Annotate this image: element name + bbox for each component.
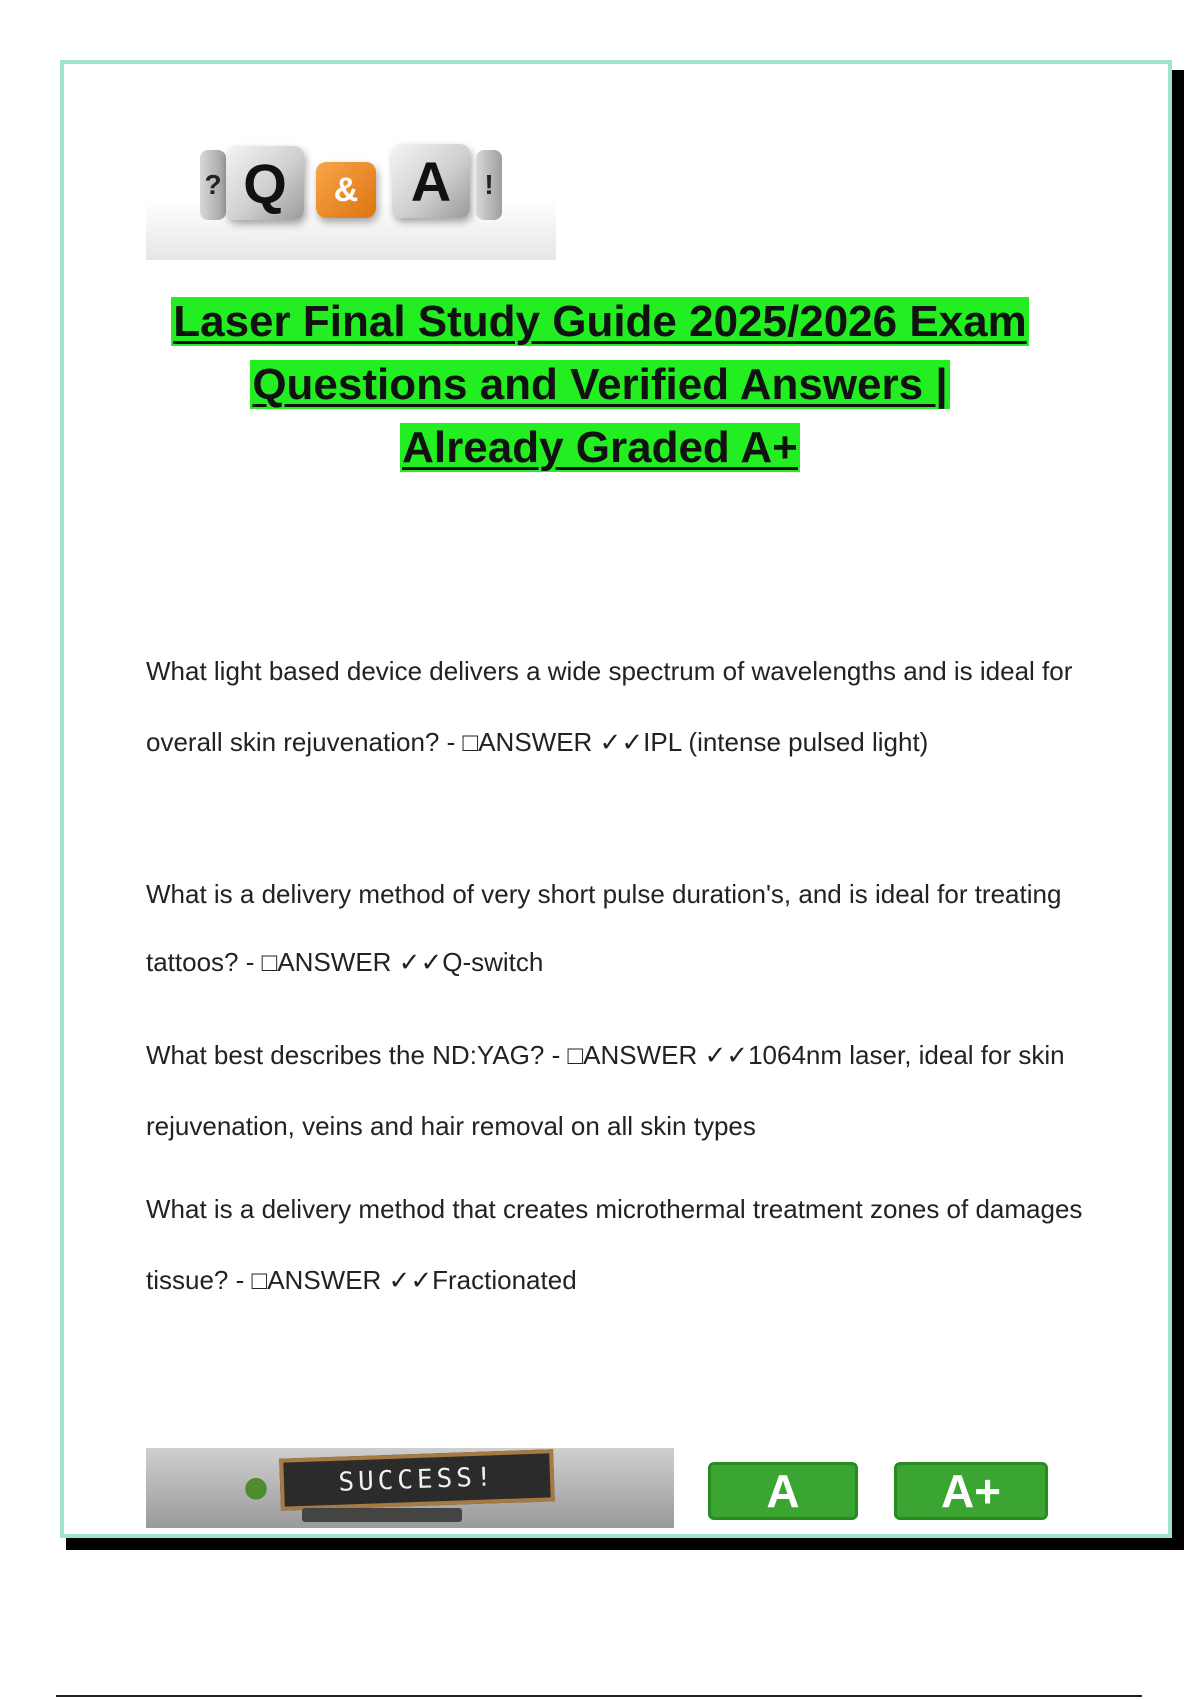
plant-icon — [242, 1476, 270, 1508]
answer-text: 1064nm laser, ideal for skin rejuvenation, veins and hair removal on all skin types — [146, 1040, 1065, 1141]
page-bottom-rule — [56, 1695, 1142, 1697]
answer-text: Fractionated — [432, 1265, 577, 1295]
success-board: SUCCESS! — [279, 1449, 555, 1511]
laptop-icon — [302, 1508, 462, 1522]
question-text: What best describes the ND:YAG? - — [146, 1040, 568, 1070]
qa-item — [146, 860, 1096, 996]
answer-prefix: □ANSWER ✓✓ — [462, 727, 644, 757]
answer-text: IPL (intense pulsed light) — [643, 727, 929, 757]
answer-prefix: □ANSWER ✓✓ — [251, 1265, 433, 1295]
answer-prefix: □ANSWER ✓✓ — [261, 947, 443, 977]
title-line-2: Questions and Verified Answers | — [252, 360, 948, 409]
dice-exclamation-mark: ! — [476, 150, 502, 220]
dice-a: A — [392, 144, 470, 218]
success-board-image — [146, 1448, 674, 1528]
answer-prefix: □ANSWER ✓✓ — [567, 1040, 749, 1070]
qa-item — [146, 636, 1096, 778]
question-text: What light based device delivers a wide spectrum of wavelengths and is ideal for overall skin rejuvenation? - — [146, 656, 1073, 757]
question-text: What is a delivery method that creates microthermal treatment zones of damages tissue? - — [146, 1194, 1083, 1295]
grade-a-badge: A — [708, 1462, 858, 1520]
title-line-1: Laser Final Study Guide 2025/2026 Exam — [173, 297, 1027, 346]
document-title — [120, 290, 1080, 479]
grade-a-plus-badge: A+ — [894, 1462, 1048, 1520]
title-line-3: Already Graded A+ — [402, 423, 798, 472]
dice-q: Q — [226, 146, 304, 220]
qa-item — [146, 1020, 1086, 1162]
page-frame — [60, 60, 1172, 1538]
qa-item — [146, 1174, 1096, 1316]
dice-question-mark: ? — [200, 150, 226, 220]
answer-text: Q-switch — [442, 947, 544, 977]
qa-dice-logo — [146, 110, 556, 260]
dice-ampersand: & — [316, 162, 376, 218]
question-text: What is a delivery method of very short pulse duration's, and is ideal for treating tattoos? - — [146, 879, 1062, 977]
